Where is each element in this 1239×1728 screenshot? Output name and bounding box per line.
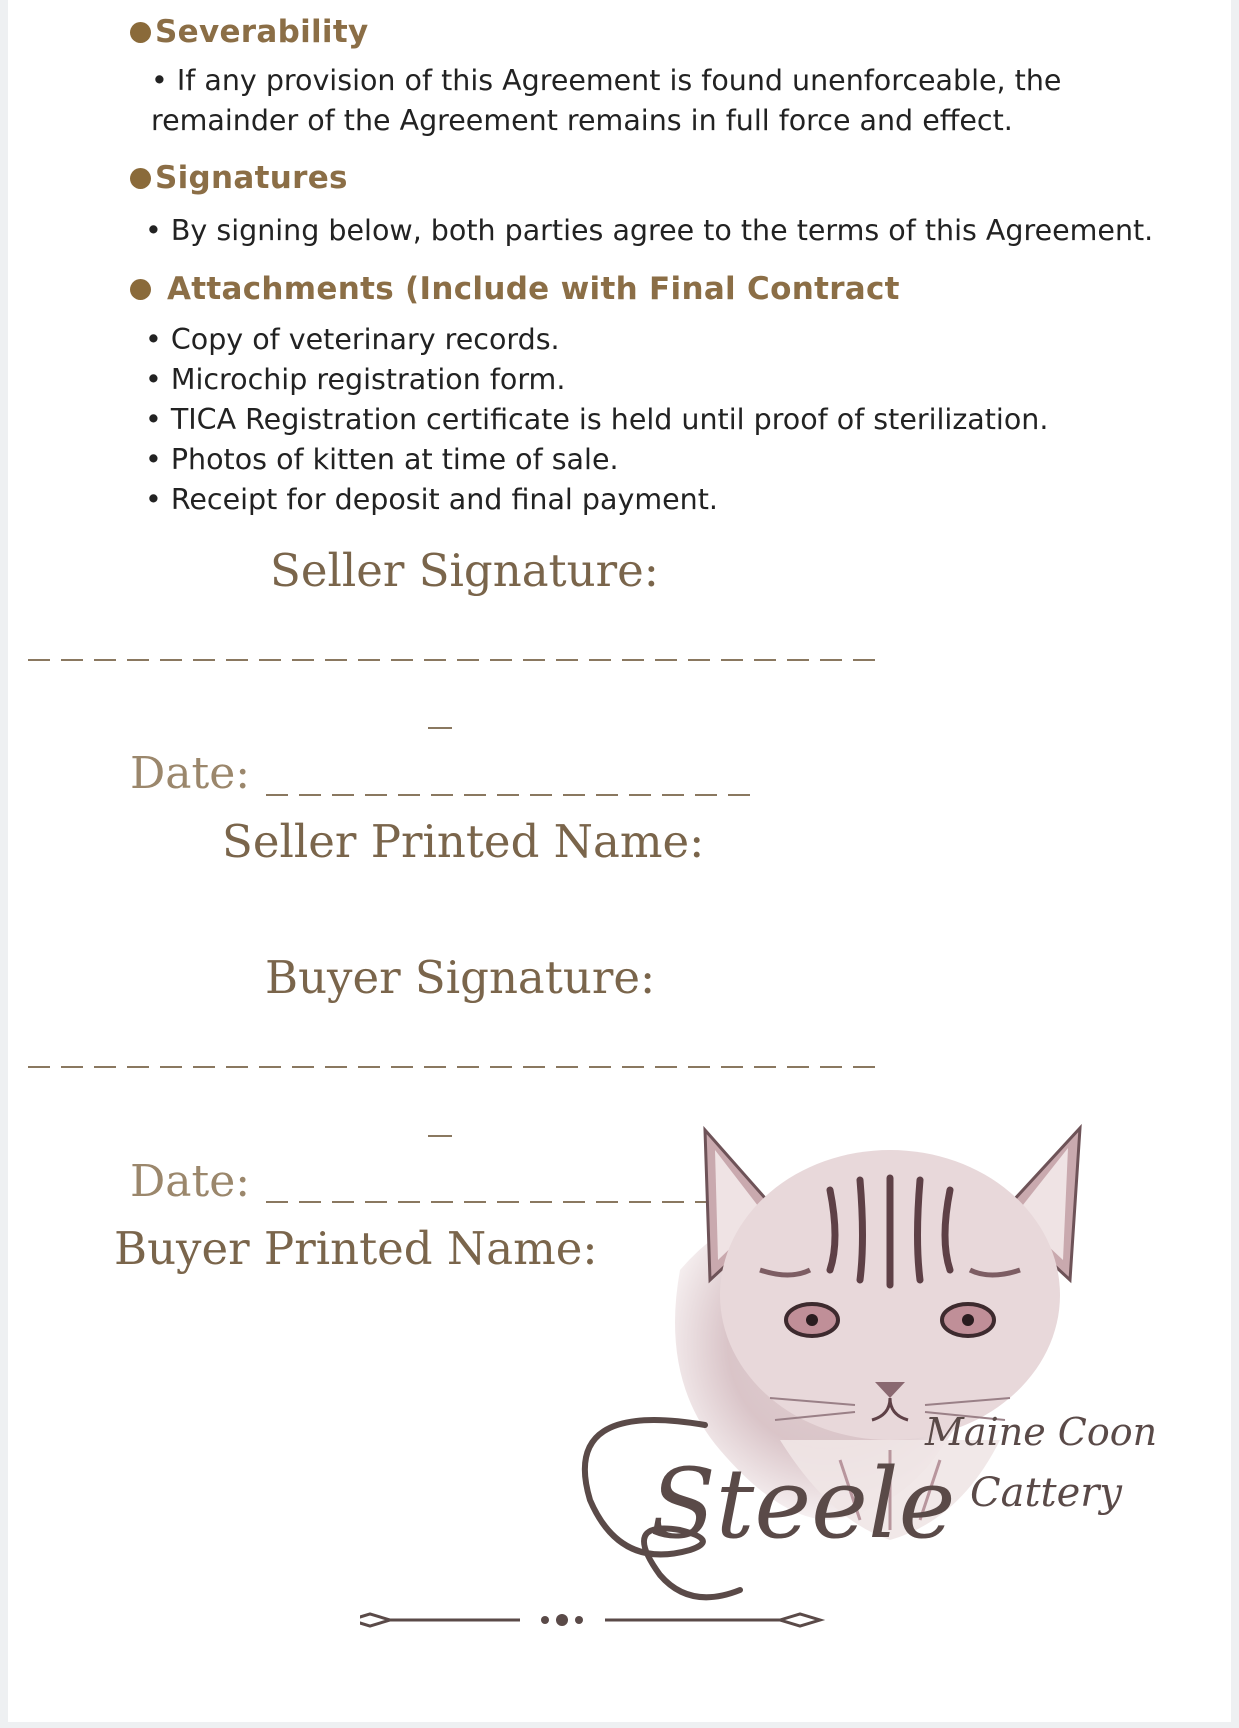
buyer-signature-label: Buyer Signature: — [265, 951, 656, 1004]
bullet-dot-icon — [130, 279, 151, 300]
seller-signature-line-end — [428, 727, 452, 729]
attachment-item: • TICA Registration certificate is held until proof of sterilization. — [145, 403, 1049, 436]
attachments-heading-text: Attachments (Include with Final Contract — [167, 271, 900, 307]
buyer-printed-name-label: Buyer Printed Name: — [114, 1222, 598, 1275]
seller-date-line[interactable] — [266, 794, 754, 796]
severability-heading — [130, 14, 369, 50]
signatures-text-line: • By signing below, both parties agree to the terms of this Agreement. — [145, 214, 1154, 247]
severability-heading-text: Severability — [155, 14, 369, 50]
attachment-item: • Receipt for deposit and final payment. — [145, 483, 718, 516]
logo-word-steele: Steele — [650, 1448, 956, 1560]
attachments-heading — [130, 271, 900, 307]
cattery-logo — [360, 1120, 1220, 1680]
bullet-dot-icon — [130, 168, 151, 189]
maine-coon-cat-icon — [360, 1120, 1220, 1680]
seller-signature-label: Seller Signature: — [270, 544, 659, 597]
severability-text-line-1: • If any provision of this Agreement is found unenforceable, the — [151, 64, 1062, 97]
attachment-item: • Photos of kitten at time of sale. — [145, 443, 619, 476]
severability-text-line-2: remainder of the Agreement remains in full force and effect. — [151, 104, 1013, 137]
seller-date-label: Date: — [130, 748, 251, 799]
bullet-dot-icon — [130, 22, 151, 43]
buyer-signature-line[interactable] — [28, 1066, 884, 1068]
attachment-item: • Copy of veterinary records. — [145, 323, 560, 356]
attachment-item: • Microchip registration form. — [145, 363, 566, 396]
seller-signature-line[interactable] — [28, 659, 884, 661]
signatures-heading-text: Signatures — [155, 160, 348, 196]
buyer-date-label: Date: — [130, 1156, 251, 1207]
seller-printed-name-label: Seller Printed Name: — [222, 815, 705, 868]
signatures-heading — [130, 160, 348, 196]
logo-word-cattery: Cattery — [970, 1470, 1122, 1516]
logo-word-maine-coon: Maine Coon — [925, 1410, 1158, 1454]
